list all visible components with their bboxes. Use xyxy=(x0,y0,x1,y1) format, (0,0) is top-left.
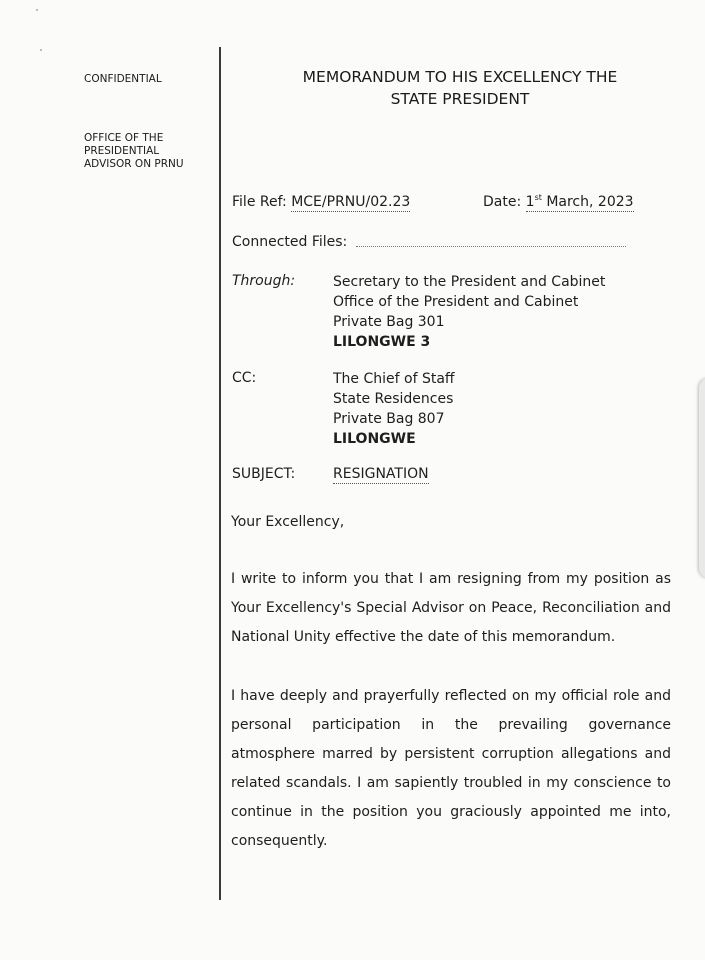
title-line: MEMORANDUM TO HIS EXCELLENCY THE xyxy=(302,68,618,86)
address-line: Office of the President and Cabinet xyxy=(333,294,579,310)
subject-text: RESIGNATION xyxy=(333,466,429,482)
date-rest: March, 2023 xyxy=(546,194,634,210)
vertical-divider xyxy=(219,47,221,900)
address-line: The Chief of Staff xyxy=(333,371,455,387)
connected-files-line xyxy=(356,246,626,247)
address-line: State Residences xyxy=(333,391,454,407)
subject-value xyxy=(333,466,429,482)
subject-label: SUBJECT: xyxy=(232,466,296,482)
scan-speck xyxy=(36,9,38,11)
office-line: ADVISOR ON PRNU xyxy=(84,158,184,170)
office-label xyxy=(84,132,204,171)
date-suffix: st xyxy=(534,193,542,202)
date-value xyxy=(526,194,634,212)
address-line: Private Bag 807 xyxy=(333,411,445,427)
date-day: 1 xyxy=(525,194,535,210)
office-line: OFFICE OF THE xyxy=(84,132,164,144)
paragraph: I have deeply and prayerfully reflected on my official role and personal participation in the prevailing governance atmosphere marred by persistent corruption allegations and related scandals. I am sapiently troubled in my conscience to continue in the position you graciously appointed me into, consequently. xyxy=(231,688,671,849)
address-line: Secretary to the President and Cabinet xyxy=(333,274,606,290)
address-city: LILONGWE xyxy=(333,431,416,447)
file-ref-value: MCE/PRNU/02.23 xyxy=(291,194,411,210)
file-ref-label: File Ref: xyxy=(232,194,287,210)
memo-date xyxy=(483,194,634,210)
title-line: STATE PRESIDENT xyxy=(390,90,530,108)
office-line: PRESIDENTIAL xyxy=(84,145,160,157)
file-ref xyxy=(232,194,410,210)
cc-address xyxy=(333,369,455,449)
confidential-label: CONFIDENTIAL xyxy=(84,73,162,85)
scroll-handle[interactable] xyxy=(699,378,705,578)
scan-speck xyxy=(40,49,42,51)
through-address xyxy=(333,272,605,352)
through-label: Through: xyxy=(232,273,296,289)
connected-files-label: Connected Files: xyxy=(232,234,348,250)
address-city: LILONGWE 3 xyxy=(333,334,431,350)
salutation: Your Excellency, xyxy=(231,514,345,530)
memo-title xyxy=(240,66,680,110)
paragraph: I write to inform you that I am resigning from my position as Your Excellency's Special Advisor on Peace, Reconciliation and National Unity effective the date of this memorandum. xyxy=(231,571,671,645)
cc-label: CC: xyxy=(232,370,257,386)
address-line: Private Bag 301 xyxy=(333,314,445,330)
date-label: Date: xyxy=(483,194,522,210)
